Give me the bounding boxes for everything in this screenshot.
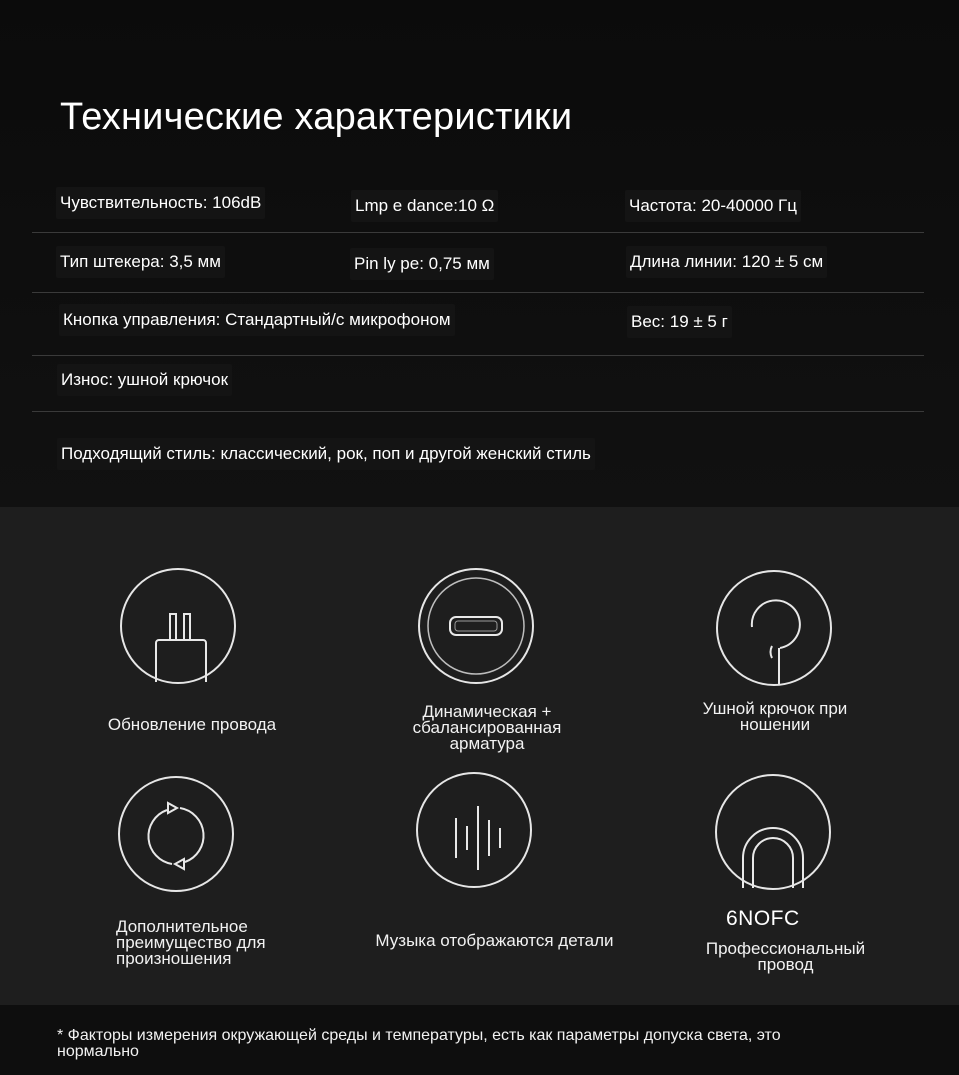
refresh-icon bbox=[120, 778, 232, 890]
row-divider bbox=[32, 411, 924, 412]
feature-label: Профессиональный провод bbox=[705, 939, 866, 974]
spec-style: Подходящий стиль: классический, рок, поп и другой женский стиль bbox=[57, 438, 595, 470]
spec-cable-length: Длина линии: 120 ± 5 см bbox=[626, 246, 827, 278]
spec-pin-type: Pin ly pe: 0,75 мм bbox=[350, 248, 494, 280]
spec-frequency: Частота: 20-40000 Гц bbox=[625, 190, 801, 222]
feature-label: Обновление провода bbox=[107, 715, 277, 734]
feature-icon-circle bbox=[418, 568, 534, 684]
feature-label: Динамическая + сбалансированная арматура bbox=[412, 702, 562, 753]
feature-icon-circle bbox=[118, 776, 234, 892]
arch-icon bbox=[717, 776, 829, 888]
spec-impedance: Lmp e dance:10 Ω bbox=[351, 190, 498, 222]
row-divider bbox=[32, 292, 924, 293]
spec-control-button: Кнопка управления: Стандартный/с микрофоном bbox=[59, 304, 455, 336]
feature-label: Дополнительное преимущество для произношения bbox=[116, 917, 266, 968]
spec-weight: Вес: 19 ± 5 г bbox=[627, 306, 732, 338]
feature-icon-circle bbox=[716, 570, 832, 686]
feature-label: Музыка отображаются детали bbox=[375, 931, 614, 950]
ear-hook-icon bbox=[718, 572, 830, 684]
plug-icon bbox=[122, 570, 234, 682]
feature-icon-circle bbox=[715, 774, 831, 890]
wire-code: 6NOFC bbox=[726, 907, 800, 930]
row-divider bbox=[32, 232, 924, 233]
feature-icon-circle bbox=[120, 568, 236, 684]
spec-sensitivity: Чувствительность: 106dB bbox=[56, 187, 265, 219]
specs-section bbox=[0, 0, 959, 507]
footer-note: * Факторы измерения окружающей среды и температуры, есть как параметры допуска света, это нормально bbox=[57, 1027, 781, 1060]
spec-wearing: Износ: ушной крючок bbox=[57, 364, 232, 396]
page-title: Технические характеристики bbox=[60, 96, 573, 138]
sound-wave-icon bbox=[418, 774, 530, 886]
spec-plug-type: Тип штекера: 3,5 мм bbox=[56, 246, 225, 278]
feature-icon-circle bbox=[416, 772, 532, 888]
feature-label: Ушной крючок при ношении bbox=[702, 699, 848, 734]
driver-icon bbox=[420, 570, 532, 682]
row-divider bbox=[32, 355, 924, 356]
